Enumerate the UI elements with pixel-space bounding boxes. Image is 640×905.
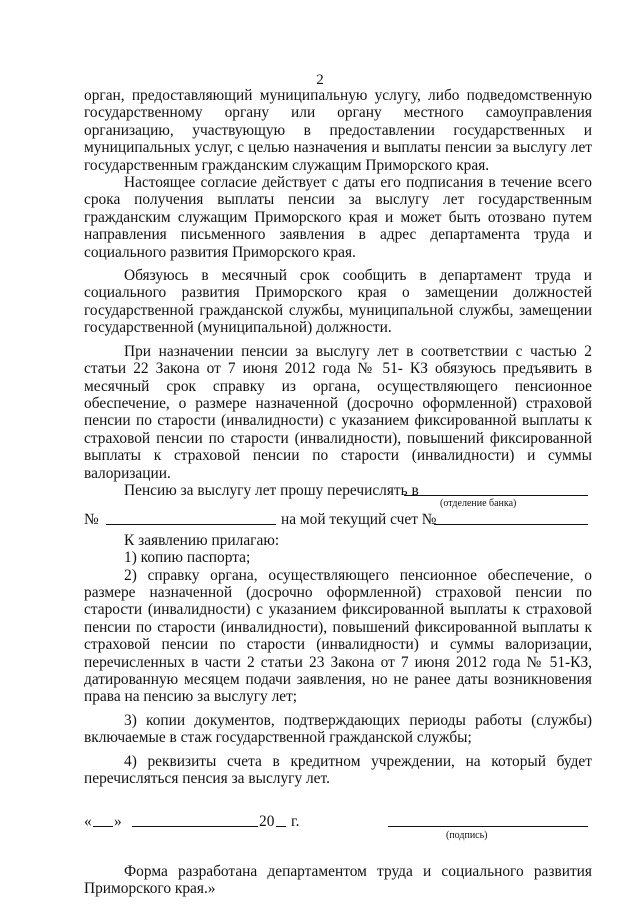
current-account-field[interactable] — [434, 511, 588, 525]
paragraph-pension: При назначении пенсии за выслугу лет в соответствии с частью 2 статьи 22 Закона от 7 июня 2012 года № 51- КЗ обязуюсь предъявить в месячный срок справку из органа, осуществляющего пенсионное обеспечение, о размере назначенной (досрочно оформленной) страховой пенсии по старости (инвалидности) с указанием фиксированной выплаты к страховой пенсии по старости (инвалидности), повышений фиксированной выплаты к страховой пенсии по старости (инвалидности) и суммы валоризации. — [84, 342, 592, 482]
date-year-suffix: г. — [291, 813, 300, 831]
date-open-quote: « — [84, 813, 92, 831]
bank-branch-field[interactable] — [404, 482, 588, 496]
date-day-field[interactable] — [93, 813, 113, 827]
date-close-quote: » — [114, 813, 122, 831]
attachment-item-3: 3) копии документов, подтверждающих периоды работы (службы) включаемые в стаж государственной гражданской службы; — [84, 711, 592, 747]
attachments-heading: К заявлению прилагаю: — [124, 531, 280, 549]
attachment-item-2: 2) справку органа, осуществляющего пенсионное обеспечение, о размере назначенной (досрочно оформленной) страховой пенсии по старости (инвалидности) с указанием фиксированной выплаты к страховой пенсии по старости (инвалидности), повышений фиксированной выплаты к страховой пенсии по старости (инвалидности) и суммы валоризации, перечисленных в части 2 статьи 23 Закона от 7 июня 2012 года № 51-КЗ, датированную месяцем подачи заявления, но не ранее даты возникновения права на пенсию за выслугу лет; — [84, 566, 592, 706]
current-account-label: на мой текущий счет № — [281, 511, 437, 529]
signature-caption-line — [84, 831, 592, 843]
bank-branch-caption-line — [84, 499, 592, 511]
date-month-field[interactable] — [132, 813, 258, 827]
attachment-item-4: 4) реквизиты счета в кредитном учреждении, на который будет перечисляться пенсия за выслугу лет. — [84, 752, 592, 787]
attachment-item-1: 1) копию паспорта; — [124, 549, 251, 567]
paragraph-obligation: Обязуюсь в месячный срок сообщить в департамент труда и социального развития Приморского края о замещении должностей государственной гражданской службы, муниципальной службы, замещении государственной (муниципальной) должности. — [84, 267, 592, 337]
date-year: 20 — [259, 813, 275, 831]
account-prefix-field[interactable] — [106, 511, 276, 525]
date-year-field[interactable] — [276, 813, 286, 827]
number-sign: № — [84, 511, 99, 529]
signature-field[interactable] — [388, 813, 588, 827]
document-body — [84, 87, 592, 898]
signature-caption: (подпись) — [446, 829, 488, 841]
account-line — [84, 511, 592, 528]
date-signature-line — [84, 813, 592, 830]
paragraph-intro: орган, предоставляющий муниципальную услугу, либо подведомственную государственному органу или органу местного самоуправления организацию, участвующую в предоставлении государственных и муниципальных услуг, с целью назначения и выплаты пенсии за выслугу лет государственным гражданским служащим Приморского края. — [84, 87, 592, 174]
footer-note: Форма разработана департаментом труда и социального развития Приморского края.» — [84, 862, 592, 898]
transfer-request-text: Пенсию за выслугу лет прошу перечислять в — [124, 481, 419, 499]
bank-branch-caption: (отделение банка) — [440, 498, 517, 510]
transfer-request-line — [84, 482, 592, 499]
page-number: 2 — [316, 72, 324, 88]
paragraph-consent: Настоящее согласие действует с даты его подписания в течение всего срока получения выплаты пенсии за выслугу лет государственным гражданским служащим Приморского края и может быть отозвано путем направления письменного заявления в адрес департамента труда и социального развития Приморского края. — [84, 174, 592, 261]
